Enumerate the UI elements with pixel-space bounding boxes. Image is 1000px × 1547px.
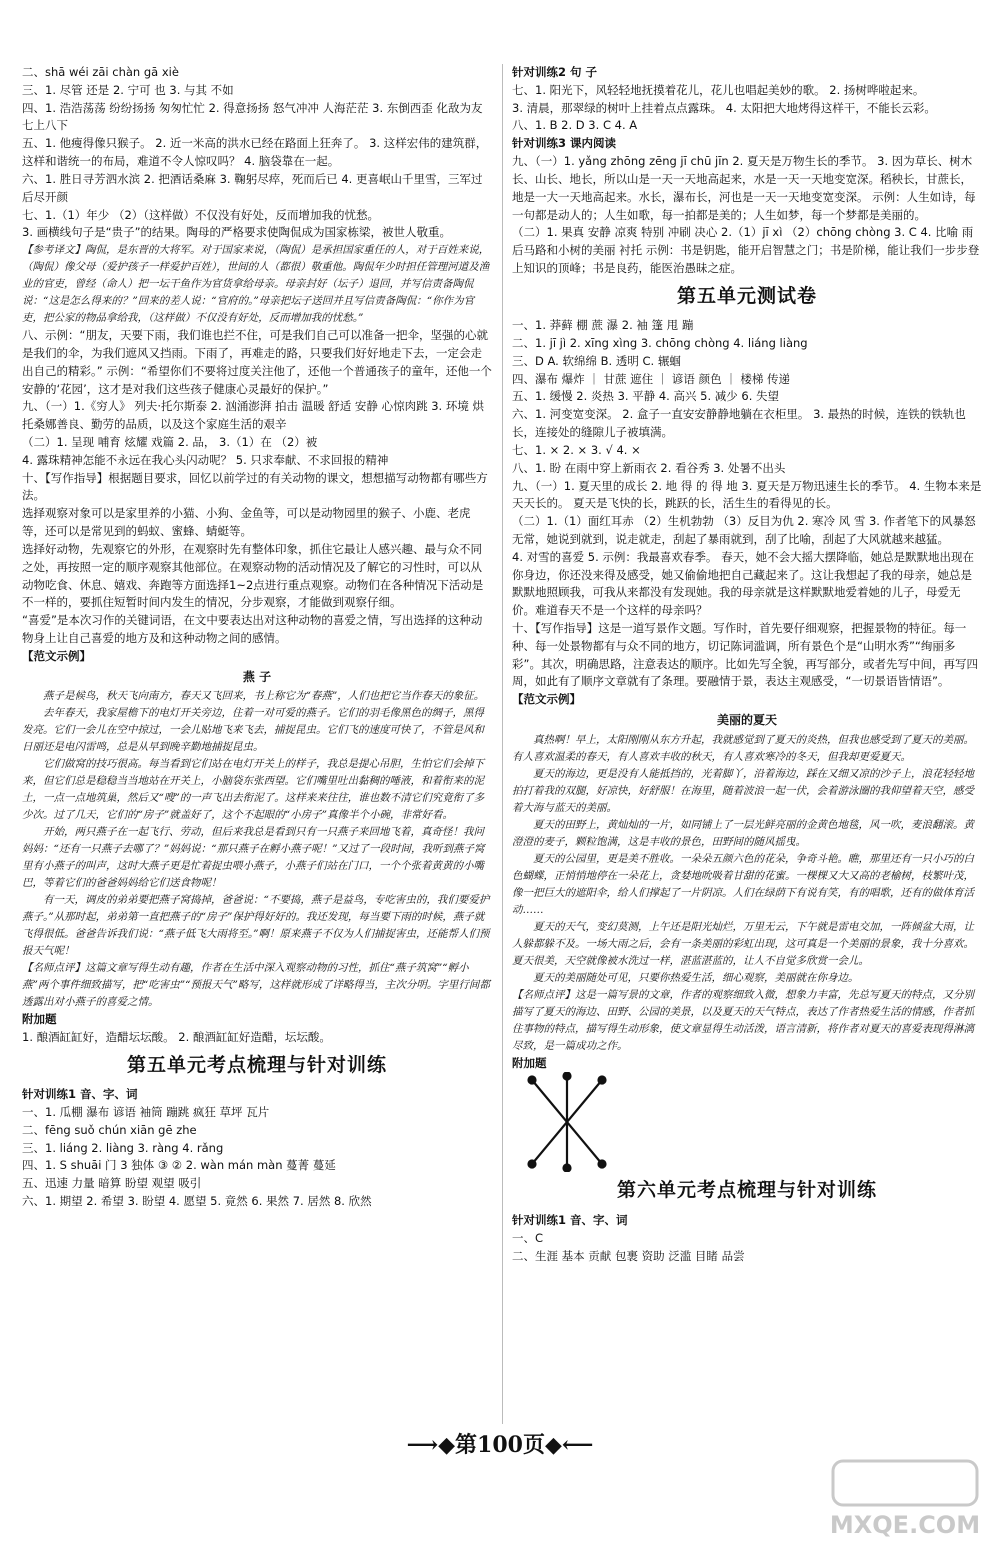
right-column-section-b [512, 317, 982, 1072]
page-number: ⟶◆第100页◆⟵ [406, 1432, 594, 1458]
answer-line: 二、1. jī jì 2. xīng xìng 3. chōng chòng 4. liáng liàng [512, 336, 808, 350]
answer-line: 八、1. 盼 在雨中穿上新雨衣 2. 看谷秀 3. 处暑不出头 [512, 460, 786, 475]
answer-line: 七、1.（1）年少 （2）（这样做）不仅没有好处，反而增加我的忧愁。 [22, 207, 380, 222]
answer-line: 一、1. 瓜棚 瀑布 谚语 袖筒 蹦跳 疯狂 草坪 瓦片 [22, 1105, 270, 1120]
answer-line: 夏天的海边，更是没有人能抵挡的，光着脚丫，沿着海边，踩在又细又凉的沙子上，浪花轻轻地拍打着我的双腿，好凉快，好舒服！在海里，随着波浪一起一伏，会着游泳圈的我仰望着天空，感受着大海与蓝天的美丽。 [512, 767, 974, 814]
answer-line: 3. 清晨，那翠绿的树叶上挂着点点露珠。 4. 太阳把大地烤得这样干，不能长云彩。 [512, 100, 936, 115]
answer-line: 五、迅速 力量 暗算 盼望 观望 吸引 [22, 1176, 202, 1191]
answer-line: 【名师点评】这是一篇写景的文章，作者的观察细致入微，想象力丰富，先总写夏天的特点，又分别描写了夏天的海边、田野、公园的美景，以及夏天的天气特点，表达了作者热爱生活的情感，作者抓住事物的特点，描写得生动形象，使文章显得生动活泼，语言清新，将作者对夏天的喜爱表现得淋漓尽致，是一篇成功之作。 [512, 988, 974, 1052]
answer-line: 四、瀑布 爆炸 ｜ 甘蔗 遮住 ｜ 谚语 颜色 ｜ 楼梯 传递 [512, 371, 791, 386]
right-column [512, 64, 982, 1407]
answer-line: 选择好动物，先观察它的外形，在观察时先有整体印象，抓住它最让人感兴趣、最与众不同之处，再按照一定的顺序观察其他部位。在观察动物的活动情况及了解它的习性时，可以从动物吃食、休息、嬉戏、奔跑等方面选择1~2点进行重点观察。动物们在各种情况下活动是不一样的，要抓住短暂时间内发生的情况，分步观察，才能做到观察仔细。 [22, 541, 484, 610]
answer-line: 它们做窝的技巧很高。每当看到它们站在电灯开关上的样子，我总是提心吊胆，生怕它们会掉下来，但它们总是稳稳当当地站在开关上，小脑袋东张西望。它们嘴里吐出黏稠的唾液，和着衔来的泥土，一点一点地筑巢，然后又“嗖”的一声飞出去衔泥了。这样来来往往，谁也数不清它们究竟衔了多少次。过了几天，它们的“房子”就盖好了，这个不起眼的“小房子”真像半个小碗，非常好看。 [22, 758, 485, 822]
star-diagram [522, 1072, 612, 1172]
answer-line: （二）1. 果真 安静 凉爽 特别 冲刷 决心 2.（1）jī xì （2）chōng chòng 3. C 4. 比喻 雨后马路和小树的美丽 衬托 示例：书是钥匙，能开启智慧之门；书是阶梯，能让我们一步步登上知识的顶峰；书是良药，能医治愚昧之症。 [512, 225, 980, 275]
answer-line: 二、shā wéi zāi chàn gā xiè [22, 65, 179, 79]
answer-line: 真热啊！早上，太阳刚刚从东方升起，我就感觉到了夏天的炎热，但我也感受到了夏天的美丽。有人喜欢温柔的春天，有人喜欢丰收的秋天，有人喜欢寒冷的冬天，但我却更爱夏天。 [512, 733, 974, 763]
watermark-logo [825, 1455, 985, 1540]
answer-line: 针对训练3 课内阅读 [512, 136, 617, 151]
answer-line: 选择观察对象可以是家里养的小猫、小狗、金鱼等，可以是动物园里的猴子、小鹿、老虎等，还可以是常见到的蚂蚁、蜜蜂、蜻蜓等。 [22, 506, 471, 539]
answer-line: 【参考译文】陶侃，是东晋的大将军。对于国家来说，（陶侃）是承担国家重任的人，对于百姓来说，（陶侃）像父母（爱护孩子一样爱护百姓），世间的人（都很）敬重他。陶侃年少时担任管理河道及渔业的官吏，曾经（命人）把一坛干鱼作为官货拿给母亲。母亲封好（坛子）退回，并写信责备陶侃说：“这是怎么得来的？”回来的差人说：“官府的。”母亲把坛子送回并且写信责备陶侃：“你作为官吏，把公家的物品拿给我，（这样做）不仅没有好处，反而增加我的忧愁。” [22, 244, 490, 325]
answer-line: 十、【写作指导】根据题目要求，回忆以前学过的有关动物的课文，想想描写动物都有哪些方法。 [22, 470, 488, 503]
answer-line: 六、1. 期望 2. 希望 3. 盼望 4. 愿望 5. 竟然 6. 果然 7. 居然 8. 欣然 [22, 1194, 372, 1209]
answer-line: 七、1. 阳光下，风轻轻地抚摸着花儿，花儿也唱起美妙的歌。 2. 扬树哗啦起来。 [512, 82, 925, 97]
answer-line: “喜爱”是本次习作的关键词语，在文中要表达出对这种动物的喜爱之情，写出选择的这种动物身上让自己喜爱的地方及和这种动物之间的感情。 [22, 613, 483, 645]
essay-title: 美丽的夏天 [716, 713, 777, 728]
answer-line: 五、1. 他瘦得像只猴子。 2. 近一米高的洪水已经在路面上狂奔了。 3. 这样宏伟的建筑群，这样和谐统一的布局，难道不令人惊叹吗？ 4. 脑袋靠在一起。 [22, 136, 488, 169]
answer-line: 1. 酿酒缸缸好，造醋坛坛酸。 2. 酿酒缸缸好造醋，坛坛酸。 [22, 1029, 331, 1044]
answer-line: 针对训练2 句 子 [512, 65, 598, 79]
answer-line: 【名师点评】这篇文章写得生动有趣，作者在生活中深入观察动物的习性，抓住“燕子筑窝”“孵小燕”两个事件细致描写，把“吃害虫”“预报天气”略写，这样就形成了详略得当，主次分明。字里行间都透露出对小燕子的喜爱之情。 [22, 962, 490, 1009]
answer-line: 3. 画横线句子是“贵子”的结果。陶母的严格要求使陶侃成为国家栋梁，被世人敬重。 [22, 225, 452, 240]
answer-line: 针对训练1 音、字、词 [512, 1212, 628, 1227]
answer-line: 二、生涯 基本 贡献 包裹 资助 泛滥 目睹 品尝 [512, 1248, 745, 1263]
watermark-text: MXQE.COM [829, 1511, 981, 1539]
answer-line: 八、示例：“朋友，天要下雨，我们谁也拦不住，可是我们自己可以准备一把伞，坚强的心就是我们的伞，为我们遮风又挡雨。下雨了，再难走的路，只要我们好好地走下去，一定会走出自己的精彩。” 示例：“希望你们不要将过度关注他了，还他一个普通孩子的童年，还他一个安静的‘花园’，这才是对我们这些孩子健康心灵最好的保护。” [22, 328, 492, 396]
answer-line: 燕子是候鸟，秋天飞向南方，春天又飞回来，书上称它为“春燕”，人们也把它当作春天的象征。 [43, 690, 485, 703]
page-ornament-left: ⟶◆ [406, 1432, 456, 1458]
answer-line: 九、（一）1. yǎng zhōng zēng jī chū jīn 2. 夏天是万物生长的季节。 3. 因为草长、树木长、山长、地长，所以山是一天一天地高起来，水是一天一天地变宽深。稻秧长，甘蔗长，地是一大一天地高起来。水长，瀑布长，河也是一天一天地变宽变深。 示例：人生如诗，每一句都是动人的；人生如歌，每一拍都是美的；人生如梦，每一个梦都是美丽的。 [512, 154, 976, 222]
right-column-section-c [512, 1176, 982, 1265]
answer-line: 四、1. 浩浩荡荡 纷纷扬扬 匆匆忙忙 2. 得意扬扬 怒气冲冲 人海茫茫 3. 东倒西歪 化敌为友 七上八下 [22, 100, 483, 133]
answer-line: 二、fēng suǒ chún xiān gē zhe [22, 1122, 197, 1137]
answer-line: （二）1. 呈现 哺育 炫耀 戏篇 2. 品， 3.（1）在 （2）被 [22, 435, 318, 449]
answer-line: 【范文示例】 [22, 648, 91, 663]
answer-line: 三、1. 尽管 还是 2. 宁可 也 3. 与其 不如 [22, 82, 234, 97]
answer-line: 夏天的美丽随处可见，只要你热爱生活，细心观察，美丽就在你身边。 [533, 971, 859, 984]
additional-question-figure [512, 1072, 982, 1172]
column-divider [502, 64, 503, 1424]
answer-line: 一、C [512, 1230, 544, 1245]
essay-title: 燕 子 [242, 669, 272, 684]
answer-line: 九、（一）1.《穷人》 列夫·托尔斯泰 2. 汹涌澎湃 拍击 温暖 舒适 安静 心惊肉跳 3. 环境 烘托桑娜善良、勤劳的品质，以及这个家庭生活的艰辛 [22, 399, 485, 432]
page-ornament-right: ◆⟵ [544, 1432, 594, 1458]
section-title: 第五单元考点梳理与针对训练 [126, 1053, 387, 1076]
answer-line: 夏天的公园里，更是美不胜收。一朵朵五颜六色的花朵，争奇斗艳。瞧，那里还有一只小巧的白色蝴蝶，正悄悄地停在一朵花上，贪婪地吮吸着甘甜的花蜜。一棵棵又大又高的老榆树，枝繁叶茂，像一把巨大的遮阳伞，给人们撑起了一片阴凉。人们在绿荫下有说有笑，有的唱歌，还有的做体育活动…… [512, 852, 974, 916]
section-title-unit5-test: 第五单元测试卷 [676, 284, 817, 307]
answer-line: 夏天的田野上，黄灿灿的一片，如同铺上了一层光鲜亮丽的金黄色地毯，风一吹，麦浪翻滚。黄澄澄的麦子，颗粒饱满，这是丰收的景色，田野间的随风摇曳。 [512, 818, 974, 848]
answer-line: 五、1. 缓慢 2. 炎热 3. 平静 4. 高兴 5. 减少 6. 失望 [512, 389, 780, 404]
answer-line: 八、1. B 2. D 3. C 4. A [512, 118, 638, 133]
left-column [22, 64, 492, 1407]
answer-line: 九、（一）1. 夏天里的成长 2. 地 得 的 得 地 3. 夏天是万物迅速生长的季节。 4. 生物本来是天天长的。 夏天是飞快的长，跳跃的长，活生生的看得见的长。 [512, 478, 982, 511]
answer-line: 六、1. 胜日寻芳泗水滨 2. 把酒话桑麻 3. 鞠躬尽瘁，死而后已 4. 更喜岷山千里雪，三军过后尽开颜 [22, 171, 483, 204]
answer-line: 附加题 [512, 1055, 547, 1070]
answer-line: 开始，两只燕子在一起飞行、劳动，但后来我总是看到只有一只燕子来回地飞着，真奇怪！我问妈妈：“还有一只燕子去哪了？”妈妈说：“那只燕子在孵小燕子呢！”又过了一段时间，我听到燕子窝里有小燕子的叫声，这时大燕子更是忙着捉虫喂小燕子，小燕子们站在门口，一个个张着黄黄的小嘴巴，等着它们的爸爸妈妈给它们送食物呢！ [22, 826, 485, 890]
answer-line: 附加题 [22, 1012, 57, 1027]
watermark-seal [825, 1455, 985, 1510]
answer-line: 四、1. S shuāi 门 3 独体 ③ ② 2. wàn mán màn 蔓菁 蔓延 [22, 1158, 336, 1173]
answer-line: 三、1. liáng 2. liàng 3. ràng 4. rǎng [22, 1140, 224, 1155]
right-column-section-a [512, 64, 982, 278]
answer-line: 一、1. 莽藓 棚 蔗 瀑 2. 袖 篷 甩 蹦 [512, 318, 694, 333]
answer-line: 【范文示例】 [512, 692, 581, 707]
answer-line: 三、D A. 软绵绵 B. 透明 C. 辗蝈 [512, 353, 681, 368]
answer-line: 夏天的天气，变幻莫测，上午还是阳光灿烂，万里无云，下午就是雷电交加，一阵倾盆大雨，让人躲都躲不及。一场大雨之后，会有一条美丽的彩虹出现，这可真是一个美丽的景象，我十分喜欢。夏天很美，天空就像被水洗过一样，湛蓝湛蓝的，让人不自觉多欣赏一会儿。 [512, 920, 974, 967]
answer-line: 针对训练1 音、字、词 [22, 1087, 138, 1102]
answer-line: 4. 露珠精神怎能不永远在我心头闪动呢？ 5. 只求奉献、不求回报的精神 [22, 452, 389, 467]
section-title: 第六单元考点梳理与针对训练 [616, 1179, 877, 1202]
answer-line: 六、1. 河变宽变深。 2. 盒子一直安安静静地躺在衣柜里。 3. 最热的时候，连铁的铁轨也长，连接处的缝隙儿子被填满。 [512, 407, 966, 440]
answer-line: 4. 对雪的喜爱 5. 示例：我最喜欢春季。 春天，她不会大摇大摆降临，她总是默默地出现在你身边，你还没来得及感受，她又偷偷地把自己藏起来了。这让我想起了我的母亲，她总是默默地照顾我，可我从来都没有发现她。我的母亲就是这样默默地爱着她的儿子，母爱无价。难道春天不是一个这样的母亲吗？ [512, 549, 975, 618]
answer-line: 七、1. × 2. × 3. √ 4. × [512, 442, 641, 457]
answer-line: 有一天，调皮的弟弟要把燕子窝捣掉，爸爸说：“不要捣，燕子是益鸟，专吃害虫的，我们要爱护燕子。”从那时起，弟弟第一直把燕子的“房子”保护得好好的。我还发现，每当要下雨的时候，燕子就飞得很低。爸爸告诉我们说：“燕子低飞大雨将至。”啊！原来燕子不仅为人们捕捉害虫，还能帮人们预报天气呢！ [22, 894, 490, 958]
answer-line: 十、【写作指导】这是一道写景作文题。写作时，首先要仔细观察，把握景物的特征。每一种、每一处景物都有与众不同的地方，切记陈词滥调，所有景色个是“山明水秀”“绚丽多彩”。其次，明确思路，注意表达的顺序。比如先写全貌，再写部分，或者先写中间，再写四周，如此有了顺序文章就有了条理。要融情于景，表达主观感受，“一切景语皆情语”。 [512, 621, 978, 689]
answer-line: （二）1.（1）面红耳赤 （2）生机勃勃 （3）反目为仇 2. 寒冷 风 雪 3. 作者笔下的风暴怒无常，她说到就到，说走就走，刮起了暴雨就到，刮了比喻，刮起了大风就越来越猛。 [512, 514, 976, 546]
answer-line: 去年春天，我家屋檐下的电灯开关旁边，住着一对可爱的燕子。它们的羽毛像黑色的绸子，黑得发亮。它们一会儿在空中掠过，一会儿贴地飞来飞去，捕捉昆虫。它们飞的速度可快了，不管是风和日丽还是电闪雷鸣，总是从早到晚辛勤地捕捉昆虫。 [22, 707, 484, 754]
